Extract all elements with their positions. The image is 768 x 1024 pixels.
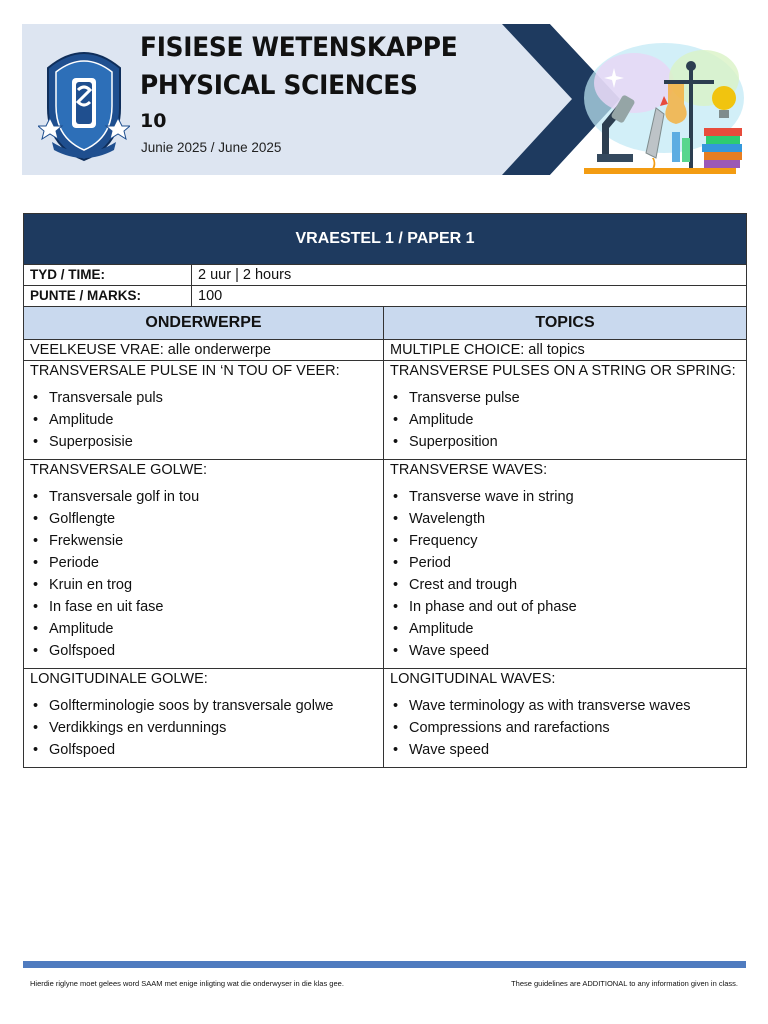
time-label: TYD / TIME: [24,265,192,286]
marks-label: PUNTE / MARKS: [24,286,192,307]
list-item: • Golflengte [30,508,377,530]
topic-list-left [30,486,377,662]
section-left-cell [24,361,384,460]
topic-list-right [390,695,740,761]
section-title-left: TRANSVERSALE GOLWE: [30,462,207,478]
topic-list-left [30,695,377,761]
list-item: • Wave speed [390,640,740,662]
list-item: • Superposition [390,431,740,453]
list-item: • Amplitude [30,618,377,640]
column-header-row [24,307,747,340]
list-item: • In phase and out of phase [390,596,740,618]
mcq-right: MULTIPLE CHOICE: all topics [384,340,747,361]
exam-date: Junie 2025 / June 2025 [141,140,282,155]
marks-value: 100 [192,286,747,307]
section-left-cell [24,460,384,669]
list-item: • Kruin en trog [30,574,377,596]
section-left-cell [24,669,384,768]
column-header-topics: TOPICS [384,307,747,340]
section-title-left: TRANSVERSALE PULSE IN ‘N TOU OF VEER: [30,363,340,379]
list-item: • Transversale puls [30,387,377,409]
grade-number: 10 [140,110,167,132]
time-value: 2 uur | 2 hours [192,265,747,286]
list-item: • Verdikkings en verdunnings [30,717,377,739]
exam-topics-table [23,213,747,768]
list-item: • Transversale golf in tou [30,486,377,508]
header-banner [22,24,746,175]
list-item: • Periode [30,552,377,574]
list-item: • Golfspoed [30,739,377,761]
list-item: • Wave speed [390,739,740,761]
list-item: • Period [390,552,740,574]
section-title-right: TRANSVERSE PULSES ON A STRING OR SPRING: [390,363,736,379]
section-right-cell [384,669,747,768]
topic-list-right [390,486,740,662]
time-row [24,265,747,286]
topic-list-left [30,387,377,453]
list-item: • Wavelength [390,508,740,530]
list-item: • Golfspoed [30,640,377,662]
list-item: • In fase en uit fase [30,596,377,618]
section-row-transverse-waves [24,460,747,669]
list-item: • Frekwensie [30,530,377,552]
list-item: • Transverse pulse [390,387,740,409]
paper-heading-row [24,214,747,265]
list-item: • Compressions and rarefactions [390,717,740,739]
section-right-cell [384,460,747,669]
mcq-left: VEELKEUSE VRAE: alle onderwerpe [24,340,384,361]
footer-note-english: These guidelines are ADDITIONAL to any information given in class. [511,979,738,988]
list-item: • Wave terminology as with transverse waves [390,695,740,717]
section-title-right: TRANSVERSE WAVES: [390,462,548,478]
footer-divider-bar [23,961,746,968]
section-title-right: LONGITUDINAL WAVES: [390,671,556,687]
list-item: • Golfterminologie soos by transversale golwe [30,695,377,717]
footer-note-afrikaans: Hierdie riglyne moet gelees word SAAM met enige inligting wat die onderwyser in die klas gee. [30,979,344,988]
list-item: • Frequency [390,530,740,552]
school-crest-logo [38,38,130,162]
section-right-cell [384,361,747,460]
list-item: • Superposisie [30,431,377,453]
marks-row [24,286,747,307]
list-item: • Crest and trough [390,574,740,596]
mcq-row [24,340,747,361]
title-english: PHYSICAL SCIENCES [140,70,418,101]
science-illustration [564,28,746,175]
list-item: • Amplitude [390,409,740,431]
list-item: • Amplitude [390,618,740,640]
section-title-left: LONGITUDINALE GOLWE: [30,671,208,687]
section-row-longitudinal-waves [24,669,747,768]
topic-list-right [390,387,740,453]
list-item: • Amplitude [30,409,377,431]
list-item: • Transverse wave in string [390,486,740,508]
section-row-transverse-pulses [24,361,747,460]
title-afrikaans: FISIESE WETENSKAPPE [140,32,458,63]
paper-heading: VRAESTEL 1 / PAPER 1 [24,214,747,265]
column-header-onderwerpe: ONDERWERPE [24,307,384,340]
